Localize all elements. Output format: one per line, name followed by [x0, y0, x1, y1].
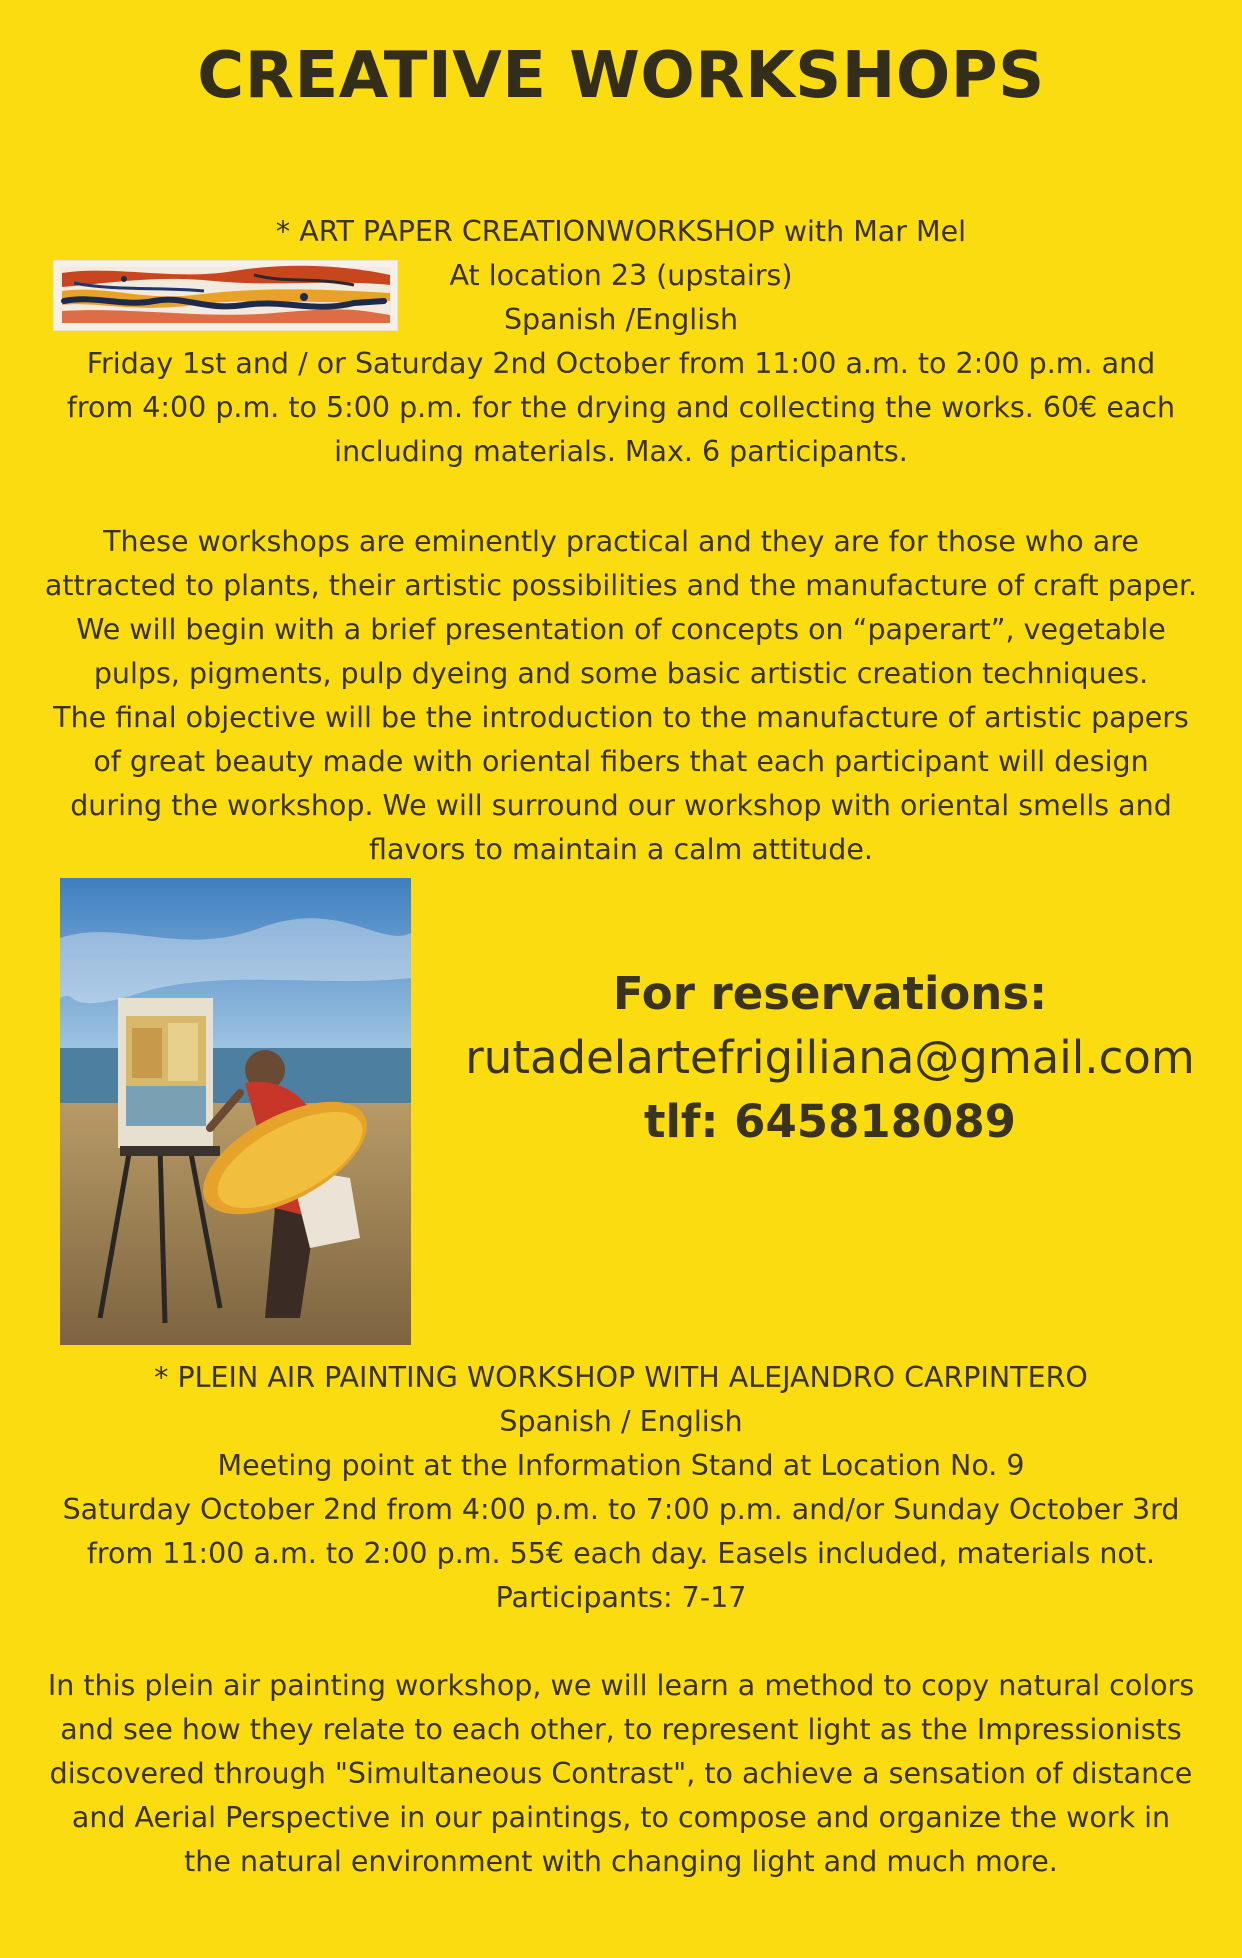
workshop2-heading: * PLEIN AIR PAINTING WORKSHOP WITH ALEJANDRO CARPINTERO [154, 1361, 1088, 1394]
workshop1-info [0, 210, 1242, 474]
description-line: attracted to plants, their artistic possibilities and the manufacture of craft paper. [44, 569, 1198, 602]
reservations-label: For reservations: [612, 967, 1048, 1020]
workshop1-schedule-line: from 4:00 p.m. to 5:00 p.m. for the drying and collecting the works. 60€ each [66, 391, 1176, 424]
description-line: In this plein air painting workshop, we will learn a method to copy natural colors [47, 1669, 1195, 1702]
description-line: during the workshop. We will surround our workshop with oriental smells and [70, 789, 1172, 822]
art-paper-image [53, 260, 398, 331]
description-line: pulps, pigments, pulp dyeing and some basic artistic creation techniques. [93, 657, 1149, 690]
plein-air-painter-photo [60, 878, 411, 1345]
description-line: discovered through "Simultaneous Contrast", to achieve a sensation of distance [49, 1757, 1193, 1790]
reservations-email[interactable]: rutadelartefrigiliana@gmail.com [465, 1031, 1195, 1084]
description-line: We will begin with a brief presentation of concepts on “paperart”, vegetable [76, 613, 1166, 646]
workshop2-description [0, 1664, 1242, 1884]
reservations-block [440, 962, 1220, 1154]
workshop2-schedule-line: from 11:00 a.m. to 2:00 p.m. 55€ each day. Easels included, materials not. [86, 1537, 1156, 1570]
workshop1-location: At location 23 (upstairs) [449, 259, 793, 292]
workshop1-languages: Spanish /English [503, 303, 739, 336]
workshop2-participants: Participants: 7-17 [495, 1581, 747, 1614]
reservations-phone[interactable]: tlf: 645818089 [644, 1095, 1016, 1148]
workshop2-languages: Spanish / English [499, 1405, 743, 1438]
workshop2-schedule-line: Saturday October 2nd from 4:00 p.m. to 7:00 p.m. and/or Sunday October 3rd [62, 1493, 1180, 1526]
workshop1-schedule-line: including materials. Max. 6 participants. [334, 435, 908, 468]
page-title: CREATIVE WORKSHOPS [197, 39, 1045, 113]
workshop2-meeting-point: Meeting point at the Information Stand at Location No. 9 [217, 1449, 1025, 1482]
description-line: the natural environment with changing light and much more. [184, 1845, 1058, 1878]
workshop1-schedule-line: Friday 1st and / or Saturday 2nd October from 11:00 a.m. to 2:00 p.m. and [86, 347, 1156, 380]
workshop1-heading: * ART PAPER CREATIONWORKSHOP with Mar Mel [275, 215, 967, 248]
workshop2-info [0, 1356, 1242, 1620]
description-line: flavors to maintain a calm attitude. [369, 833, 873, 866]
workshop1-description [0, 520, 1242, 872]
description-line: and see how they relate to each other, to represent light as the Impressionists [60, 1713, 1182, 1746]
description-line: and Aerial Perspective in our paintings, to compose and organize the work in [71, 1801, 1171, 1834]
description-line: These workshops are eminently practical and they are for those who are [103, 525, 1139, 558]
description-line: of great beauty made with oriental fibers that each participant will design [93, 745, 1149, 778]
description-line: The final objective will be the introduction to the manufacture of artistic papers [53, 701, 1189, 734]
